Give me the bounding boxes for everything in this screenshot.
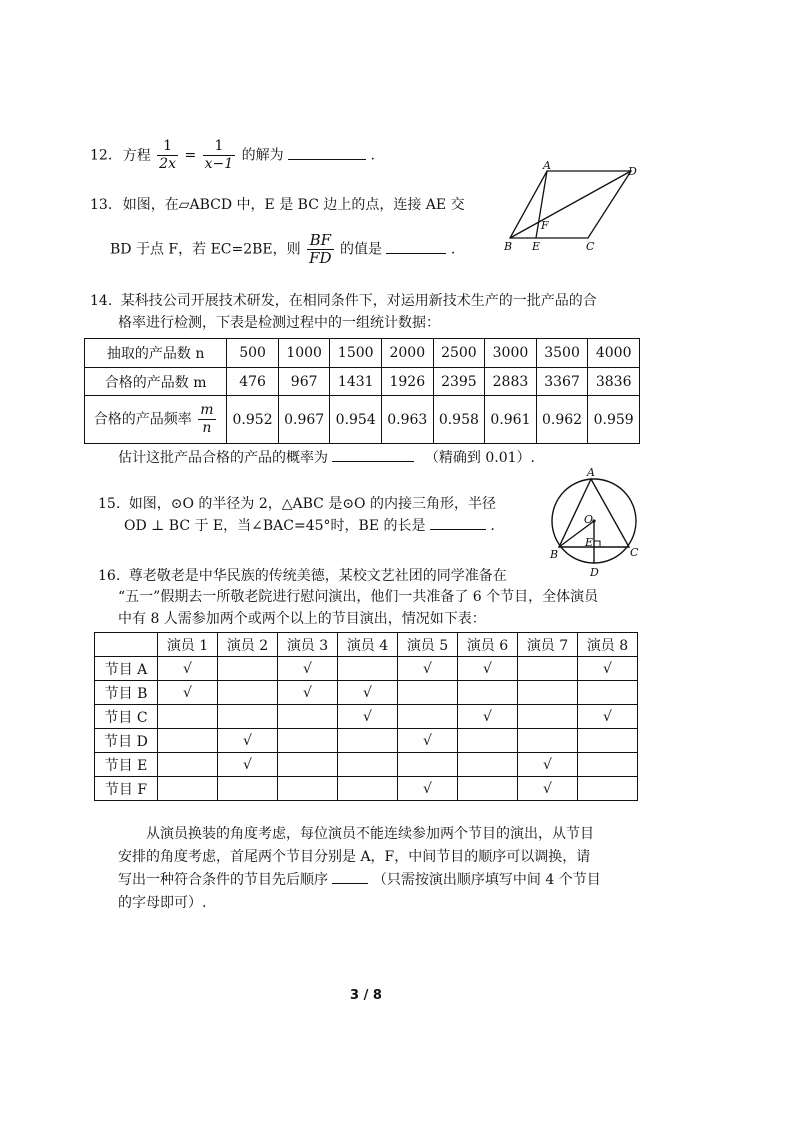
table-cell: 1926 bbox=[382, 368, 434, 396]
q16-line2: “五一”假期去一所敬老院进行慰问演出，他们一共准备了 6 个节目，全体演员 bbox=[118, 589, 599, 605]
table-row bbox=[95, 729, 638, 753]
table-cell: 3000 bbox=[485, 339, 537, 368]
check-mark: √ bbox=[518, 777, 578, 801]
q15-line1: 如图，⊙O 的半径为 2，△ABC 是⊙O 的内接三角形，半径 bbox=[128, 496, 496, 512]
check-mark: √ bbox=[578, 657, 638, 681]
label-d: D bbox=[590, 566, 599, 578]
check-mark: √ bbox=[518, 753, 578, 777]
q16-para-line3 bbox=[118, 869, 601, 889]
empty-cell bbox=[398, 705, 458, 729]
check-mark: √ bbox=[158, 657, 218, 681]
table-cell: 967 bbox=[278, 368, 330, 396]
empty-cell bbox=[158, 753, 218, 777]
table-cell: 4000 bbox=[588, 339, 640, 368]
question-13-line2 bbox=[110, 232, 455, 267]
empty-cell bbox=[458, 681, 518, 705]
program-label: 节目 A bbox=[95, 657, 158, 681]
empty-cell bbox=[518, 657, 578, 681]
q12-fraction-left: $\frac{1}{2x}$ bbox=[159, 138, 176, 172]
table-row-n bbox=[85, 339, 640, 368]
check-mark: √ bbox=[398, 657, 458, 681]
q13-number: 13. bbox=[90, 197, 113, 213]
check-mark: √ bbox=[458, 657, 518, 681]
q14-number: 14. bbox=[90, 293, 113, 309]
q13-end: . bbox=[450, 241, 456, 258]
label-e: E bbox=[585, 536, 594, 549]
right-angle-mark bbox=[594, 541, 600, 547]
q16-para-line1: 从演员换装的角度考虑，每位演员不能连续参加两个节目的演出，从节目 bbox=[146, 826, 594, 842]
empty-cell bbox=[278, 705, 338, 729]
check-mark: √ bbox=[278, 681, 338, 705]
q16-para-line3-prefix: 写出一种符合条件的节目先后顺序 bbox=[118, 872, 328, 888]
table-cell: 500 bbox=[227, 339, 279, 368]
table-row-frequency bbox=[85, 396, 640, 444]
question-15-line1 bbox=[98, 493, 496, 513]
check-mark: √ bbox=[578, 705, 638, 729]
frequency-fraction: $\frac{m}{n}$ bbox=[200, 402, 214, 436]
q12-number: 12. bbox=[90, 147, 113, 164]
label-d: D bbox=[628, 165, 637, 178]
q16-answer-blank[interactable] bbox=[332, 869, 368, 884]
label-c: C bbox=[630, 546, 639, 559]
corner-cell bbox=[95, 633, 158, 657]
empty-cell bbox=[578, 729, 638, 753]
table-cell: 0.961 bbox=[485, 396, 537, 444]
empty-cell bbox=[458, 777, 518, 801]
table-cell: 0.952 bbox=[227, 396, 279, 444]
question-14-line1 bbox=[90, 290, 597, 310]
program-label: 节目 D bbox=[95, 729, 158, 753]
q14-estimate-prefix: 估计这批产品合格的产品的概率为 bbox=[118, 450, 328, 466]
q16-number: 16. bbox=[98, 568, 121, 584]
q15-number: 15. bbox=[98, 496, 121, 512]
row-header: 抽取的产品数 n bbox=[85, 339, 227, 368]
empty-cell bbox=[218, 777, 278, 801]
table-cell: 2883 bbox=[485, 368, 537, 396]
program-label: 节目 E bbox=[95, 753, 158, 777]
q12-suffix: 的解为 bbox=[241, 147, 284, 164]
question-15-line2 bbox=[124, 515, 495, 535]
empty-cell bbox=[578, 681, 638, 705]
actor-header: 演员 4 bbox=[338, 633, 398, 657]
program-label: 节目 B bbox=[95, 681, 158, 705]
table-row bbox=[95, 777, 638, 801]
empty-cell bbox=[518, 681, 578, 705]
table-cell: 2500 bbox=[433, 339, 485, 368]
table-cell: 0.962 bbox=[536, 396, 588, 444]
circle-figure bbox=[544, 466, 650, 578]
table-header-row bbox=[95, 633, 638, 657]
q16-line1: 尊老敬老是中华民族的传统美德，某校文艺社团的同学准备在 bbox=[128, 568, 507, 584]
q13-line2-prefix: BD 于点 F，若 EC=2BE，则 bbox=[110, 241, 301, 258]
quality-table bbox=[84, 338, 640, 444]
q14-line2: 格率进行检测，下表是检测过程中的一组统计数据： bbox=[118, 315, 440, 331]
program-table bbox=[94, 632, 638, 801]
check-mark: √ bbox=[458, 705, 518, 729]
page-number: 3 / 8 bbox=[350, 988, 382, 1003]
label-f: F bbox=[541, 219, 549, 232]
check-mark: √ bbox=[338, 705, 398, 729]
label-b: B bbox=[550, 548, 559, 561]
table-cell: 1431 bbox=[330, 368, 382, 396]
actor-header: 演员 8 bbox=[578, 633, 638, 657]
empty-cell bbox=[458, 753, 518, 777]
empty-cell bbox=[518, 729, 578, 753]
q12-fraction-right: $\frac{1}{x-1}$ bbox=[204, 138, 234, 172]
empty-cell bbox=[338, 657, 398, 681]
check-mark: √ bbox=[398, 777, 458, 801]
table-cell: 2000 bbox=[382, 339, 434, 368]
actor-header: 演员 3 bbox=[278, 633, 338, 657]
empty-cell bbox=[578, 753, 638, 777]
q12-end: . bbox=[370, 147, 375, 164]
program-label: 节目 F bbox=[95, 777, 158, 801]
row-header: 合格的产品数 m bbox=[85, 368, 227, 396]
q13-line1: 如图，在▱ABCD 中，E 是 BC 边上的点，连接 AE 交 bbox=[122, 197, 465, 213]
question-12 bbox=[90, 138, 375, 173]
table-cell: 476 bbox=[227, 368, 279, 396]
table-cell: 1500 bbox=[330, 339, 382, 368]
q14-estimate bbox=[118, 447, 535, 467]
table-cell: 0.959 bbox=[588, 396, 640, 444]
program-label: 节目 C bbox=[95, 705, 158, 729]
empty-cell bbox=[458, 729, 518, 753]
q16-para-line4: 的字母即可）. bbox=[118, 895, 207, 911]
check-mark: √ bbox=[158, 681, 218, 705]
table-row bbox=[95, 657, 638, 681]
q15-answer-blank[interactable] bbox=[430, 515, 486, 530]
empty-cell bbox=[158, 705, 218, 729]
actor-header: 演员 6 bbox=[458, 633, 518, 657]
q12-answer-blank[interactable] bbox=[288, 145, 366, 160]
label-b: B bbox=[504, 240, 513, 253]
empty-cell bbox=[158, 777, 218, 801]
q13-answer-blank[interactable] bbox=[386, 239, 446, 254]
q14-estimate-suffix: （精确到 0.01）. bbox=[424, 450, 535, 466]
table-cell: 0.954 bbox=[330, 396, 382, 444]
q12-equals: = bbox=[184, 147, 197, 164]
question-13-line1 bbox=[90, 194, 465, 214]
check-mark: √ bbox=[218, 753, 278, 777]
empty-cell bbox=[218, 681, 278, 705]
empty-cell bbox=[218, 657, 278, 681]
table-row bbox=[95, 681, 638, 705]
parallelogram-figure bbox=[500, 160, 650, 255]
check-mark: √ bbox=[338, 681, 398, 705]
label-a: A bbox=[587, 466, 595, 479]
check-mark: √ bbox=[218, 729, 278, 753]
empty-cell bbox=[338, 729, 398, 753]
empty-cell bbox=[278, 753, 338, 777]
empty-cell bbox=[158, 729, 218, 753]
table-cell: 1000 bbox=[278, 339, 330, 368]
program-table-body bbox=[95, 657, 638, 801]
empty-cell bbox=[398, 681, 458, 705]
table-cell: 0.967 bbox=[278, 396, 330, 444]
table-cell: 3367 bbox=[536, 368, 588, 396]
actor-header: 演员 7 bbox=[518, 633, 578, 657]
row-header-frequency: 合格的产品频率 $\frac{m}{n}$ bbox=[85, 396, 227, 444]
empty-cell bbox=[338, 777, 398, 801]
actor-header: 演员 2 bbox=[218, 633, 278, 657]
empty-cell bbox=[278, 729, 338, 753]
table-cell: 2395 bbox=[433, 368, 485, 396]
label-e: E bbox=[532, 240, 541, 253]
q14-answer-blank[interactable] bbox=[332, 447, 414, 462]
label-o: O bbox=[584, 513, 594, 526]
q15-end: . bbox=[490, 518, 495, 534]
q16-para-line2: 安排的角度考虑，首尾两个节目分别是 A，F，中间节目的顺序可以调换，请 bbox=[118, 849, 591, 865]
empty-cell bbox=[518, 705, 578, 729]
table-cell: 3500 bbox=[536, 339, 588, 368]
table-cell: 0.963 bbox=[382, 396, 434, 444]
q16-line3: 中有 8 人需参加两个或两个以上的节目演出，情况如下表： bbox=[118, 611, 486, 627]
q13-line2-suffix: 的值是 bbox=[340, 241, 382, 258]
actor-header: 演员 1 bbox=[158, 633, 218, 657]
actor-header: 演员 5 bbox=[398, 633, 458, 657]
empty-cell bbox=[398, 753, 458, 777]
q13-fraction: $\frac{BF}{FD}$ bbox=[309, 231, 332, 267]
check-mark: √ bbox=[398, 729, 458, 753]
table-cell: 0.958 bbox=[433, 396, 485, 444]
table-row bbox=[95, 705, 638, 729]
empty-cell bbox=[218, 705, 278, 729]
label-a: A bbox=[543, 160, 551, 172]
q15-line2-prefix: OD ⊥ BC 于 E，当∠BAC=45°时，BE 的长是 bbox=[124, 518, 426, 534]
q12-prefix: 方程 bbox=[122, 147, 151, 164]
empty-cell bbox=[278, 777, 338, 801]
q14-line1: 某科技公司开展技术研发，在相同条件下，对运用新技术生产的一批产品的合 bbox=[120, 293, 597, 309]
table-row-m bbox=[85, 368, 640, 396]
empty-cell bbox=[338, 753, 398, 777]
check-mark: √ bbox=[278, 657, 338, 681]
label-c: C bbox=[586, 240, 595, 253]
question-16-line1 bbox=[98, 565, 507, 585]
table-cell: 3836 bbox=[588, 368, 640, 396]
empty-cell bbox=[578, 777, 638, 801]
table-row bbox=[95, 753, 638, 777]
q16-para-line3-suffix: （只需按演出顺序填写中间 4 个节目 bbox=[372, 872, 601, 888]
